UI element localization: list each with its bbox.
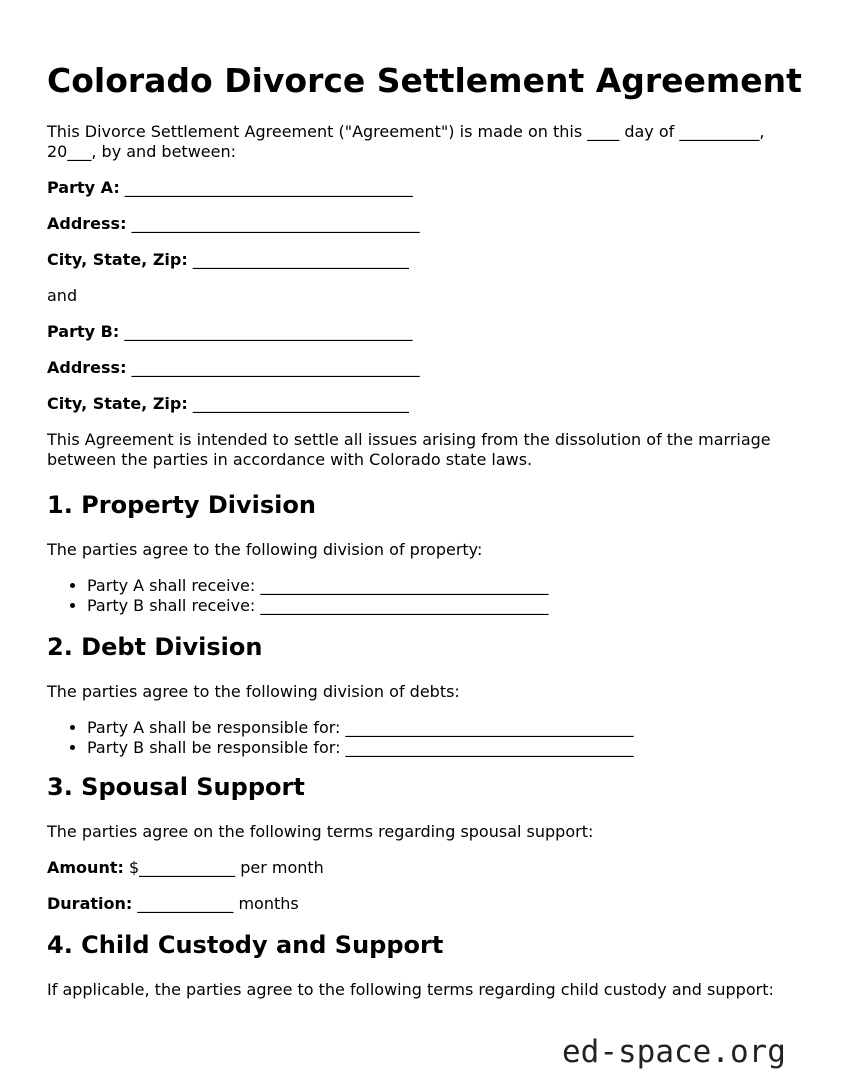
section-heading-property: 1. Property Division (47, 491, 316, 519)
duration-blank: ____________ months (132, 894, 299, 913)
duration-label: Duration: (47, 894, 133, 913)
intro-paragraph: This Divorce Settlement Agreement ("Agreement") is made on this ____ day of __________, 20___, by and between: (47, 122, 765, 161)
and-text: and (47, 286, 78, 305)
party-a-blank: ____________________________________ (119, 178, 413, 197)
party-a-address-field (47, 214, 807, 234)
party-a-city-blank: ___________________________ (187, 250, 409, 269)
party-a-name-field (47, 178, 807, 198)
property-list (47, 576, 807, 616)
list-item: • Party A shall be responsible for: ____________________________________ (87, 718, 807, 738)
section-heading-spousal-support: 3. Spousal Support (47, 773, 305, 801)
list-item: • Party A shall receive: ____________________________________ (87, 576, 807, 596)
party-b-address-label: Address: (47, 358, 127, 377)
duration-field (47, 894, 807, 914)
section-heading-debt: 2. Debt Division (47, 633, 263, 661)
party-b-address-field (47, 358, 807, 378)
list-item: • Party B shall be responsible for: ____________________________________ (87, 738, 807, 758)
section-intro-debt: The parties agree to the following division of debts: (47, 682, 460, 701)
party-b-blank: ____________________________________ (119, 322, 413, 341)
party-a-city-label: City, State, Zip: (47, 250, 188, 269)
party-b-city-field (47, 394, 807, 414)
amount-label: Amount: (47, 858, 124, 877)
document-page (47, 0, 807, 1000)
party-b-label: Party B: (47, 322, 120, 341)
party-a-address-blank: ____________________________________ (126, 214, 420, 233)
party-a-city-field (47, 250, 807, 270)
debt-list (47, 718, 807, 758)
purpose-paragraph: This Agreement is intended to settle all issues arising from the dissolution of the marriage between the parties in accordance with Colorado state laws. (47, 430, 771, 469)
section-intro-spousal-support: The parties agree on the following terms regarding spousal support: (47, 822, 594, 841)
section-intro-child-custody: If applicable, the parties agree to the following terms regarding child custody and support: (47, 980, 774, 999)
party-a-address-label: Address: (47, 214, 127, 233)
party-a-label: Party A: (47, 178, 120, 197)
amount-blank: $____________ per month (123, 858, 324, 877)
section-heading-child-custody: 4. Child Custody and Support (47, 931, 444, 959)
party-b-city-label: City, State, Zip: (47, 394, 188, 413)
document-title: Colorado Divorce Settlement Agreement (47, 61, 802, 100)
party-b-address-blank: ____________________________________ (126, 358, 420, 377)
section-intro-property: The parties agree to the following division of property: (47, 540, 483, 559)
watermark: ed-space.org (562, 1034, 786, 1070)
party-b-name-field (47, 322, 807, 342)
list-item: • Party B shall receive: ____________________________________ (87, 596, 807, 616)
amount-field (47, 858, 807, 878)
party-b-city-blank: ___________________________ (187, 394, 409, 413)
